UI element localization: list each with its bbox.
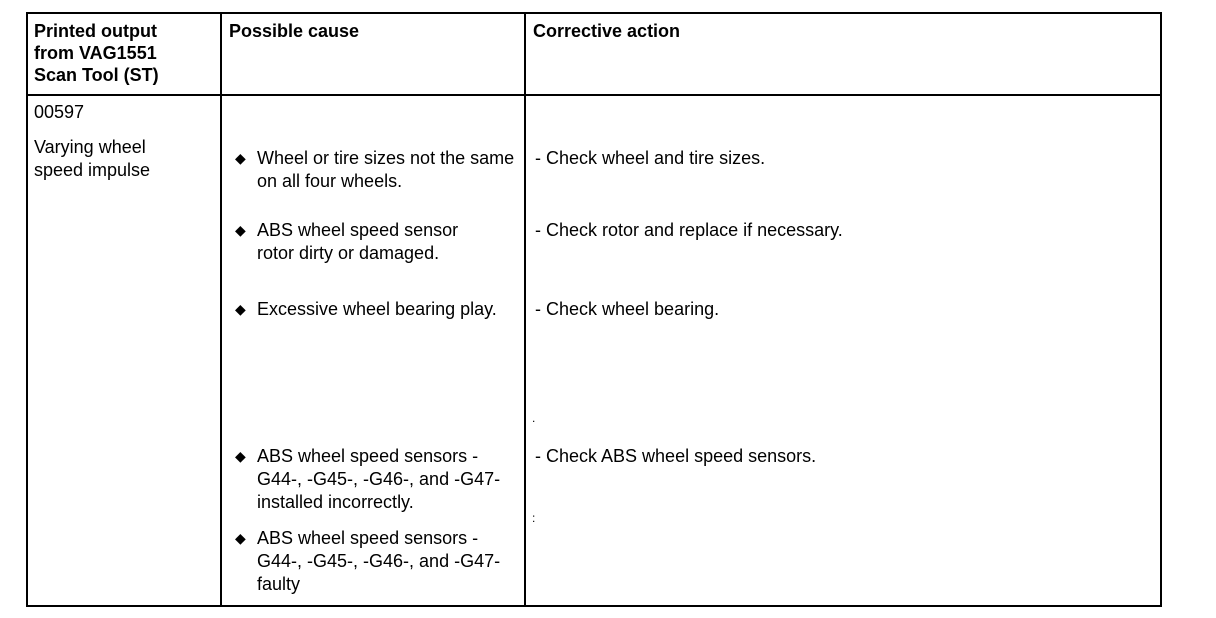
column-divider-1 (220, 12, 222, 607)
header-printed-output: Printed output from VAG1551 Scan Tool (ST) (34, 21, 159, 85)
cause-item: ABS wheel speed sensors -G44-, -G45-, -G46-, and -G47- installed incorrectly. (257, 446, 501, 512)
header-divider (26, 94, 1162, 96)
action-item: - Check wheel bearing. (535, 299, 720, 319)
action-item: - Check wheel and tire sizes. (535, 148, 766, 168)
scan-artifact: . (532, 411, 536, 425)
table-border-top (26, 12, 1162, 14)
action-item: - Check ABS wheel speed sensors. (535, 446, 817, 466)
diamond-bullet-icon: ◆ (235, 301, 246, 317)
diamond-bullet-icon: ◆ (235, 448, 246, 464)
diagnosis-table (26, 12, 1162, 607)
column-divider-2 (524, 12, 526, 607)
cause-item: Excessive wheel bearing play. (257, 299, 497, 319)
fault-code: 00597 (34, 102, 85, 122)
header-corrective-action: Corrective action (533, 21, 681, 41)
cause-item: ABS wheel speed sensors -G44-, -G45-, -G46-, and -G47- faulty (257, 528, 501, 594)
action-item: - Check rotor and replace if necessary. (535, 220, 843, 240)
table-border-bottom (26, 605, 1162, 607)
diamond-bullet-icon: ◆ (235, 150, 246, 166)
table-border-left (26, 12, 28, 607)
diamond-bullet-icon: ◆ (235, 222, 246, 238)
header-possible-cause: Possible cause (229, 21, 360, 41)
fault-description: Varying wheel speed impulse (34, 137, 151, 180)
diamond-bullet-icon: ◆ (235, 530, 246, 546)
table-border-right (1160, 12, 1162, 607)
scan-artifact: : (532, 511, 536, 525)
cause-item: Wheel or tire sizes not the same on all four wheels. (257, 148, 515, 191)
cause-item: ABS wheel speed sensor rotor dirty or damaged. (257, 220, 459, 263)
